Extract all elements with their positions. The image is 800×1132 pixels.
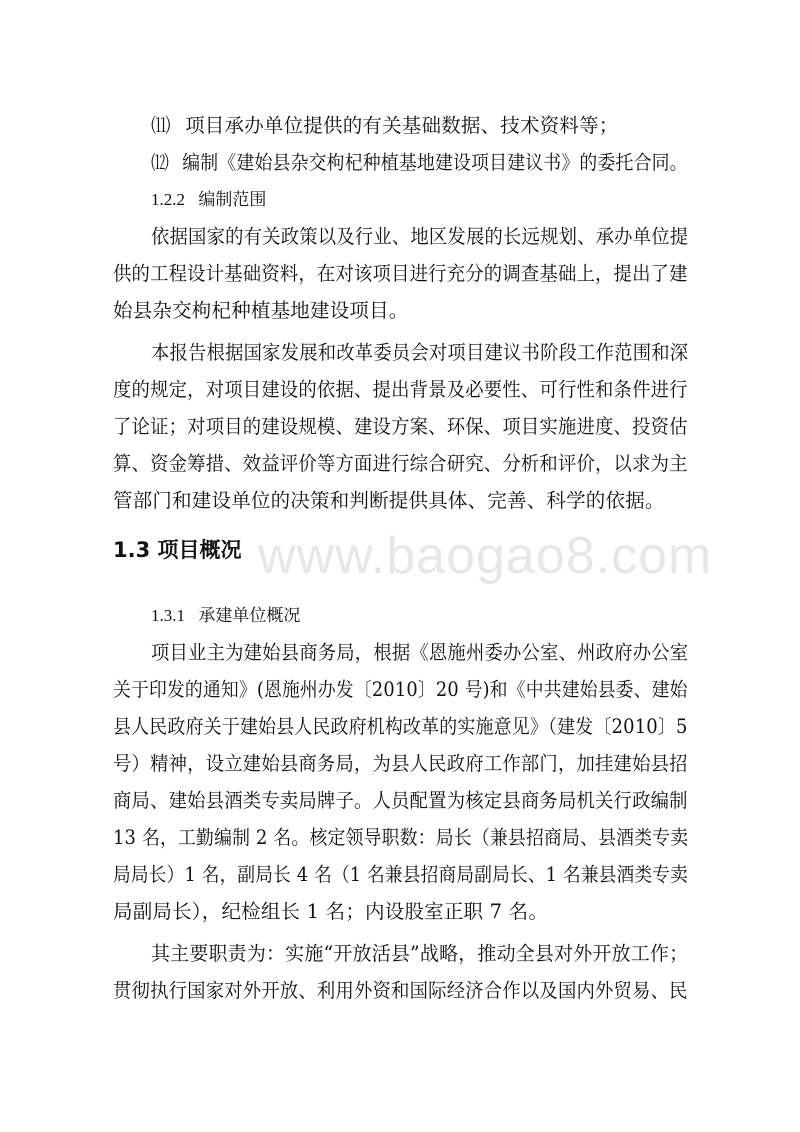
para1-line-3: 始县杂交枸杞种植基地建设项目。 [113,299,409,322]
para2-line-2: 度的规定，对项目建设的依据、提出背景及必要性、可行性和条件进行 [113,378,688,401]
para3-line-1: 项目业主为建始县商务局，根据《恩施州委办公室、州政府办公室 [151,641,689,664]
para3-line-7: 局局长）1 名，副局长 4 名（1 名兼县招商局副局长、1 名兼县酒类专卖 [113,863,689,886]
para3-line-2: 关于印发的通知》(恩施州办发〔2010〕20 号)和《中共建始县委、建始 [113,678,688,701]
list-text: 编制《建始县杂交枸杞种植基地建设项目建议书》的委托合同。 [182,151,688,174]
section-1-3-heading: 1.3 项目概况 [113,538,242,562]
para4-line-1: 其主要职责为：实施“开放活县”战略，推动全县对外开放工作； [151,942,689,965]
para1-line-1: 依据国家的有关政策以及行业、地区发展的长远规划、承办单位提 [151,225,689,248]
para2-line-1: 本报告根据国家发展和改革委员会对项目建议书阶段工作范围和深 [151,341,689,364]
para3-line-6: 13 名，工勤编制 2 名。核定领导职数：局长（兼县招商局、县酒类专卖 [113,826,689,849]
section-1-2-2-heading [151,188,266,212]
para3-line-4: 号）精神，设立建始县商务局，为县人民政府工作部门，加挂建始县招 [113,752,688,775]
list-marker: ⑾ [151,114,171,137]
list-marker: ⑿ [151,151,170,174]
para3-line-5: 商局、建始县酒类专卖局牌子。人员配置为核定县商务局机关行政编制 [113,789,688,812]
section-title: 编制范围 [198,190,267,210]
list-item-12 [151,151,688,175]
para3-line-3: 县人民政府关于建始县人民政府机构改革的实施意见》（建发〔2010〕5 [113,715,688,738]
watermark-text: www.baogao8.com [258,527,713,585]
section-1-3-1-heading [151,604,300,628]
para2-line-5: 管部门和建设单位的决策和判断提供具体、完善、科学的依据。 [113,489,665,512]
para4-line-2: 贯彻执行国家对外开放、利用外资和国际经济合作以及国内外贸易、民 [113,979,688,1002]
section-number: 1.3.1 [151,606,185,625]
para2-line-4: 算、资金筹措、效益评价等方面进行综合研究、分析和评价，以求为主 [113,452,688,475]
list-text: 项目承办单位提供的有关基础数据、技术资料等； [185,114,619,137]
list-item-11 [151,114,619,138]
para3-line-8: 局副局长），纪检组长 1 名；内设股室正职 7 名。 [113,900,549,923]
para1-line-2: 供的工程设计基础资料，在对该项目进行充分的调查基础上，提出了建 [113,262,688,285]
section-number: 1.2.2 [151,190,185,209]
section-title: 承建单位概况 [198,606,301,626]
para2-line-3: 了论证；对项目的建设规模、建设方案、环保、项目实施进度、投资估 [113,415,688,438]
